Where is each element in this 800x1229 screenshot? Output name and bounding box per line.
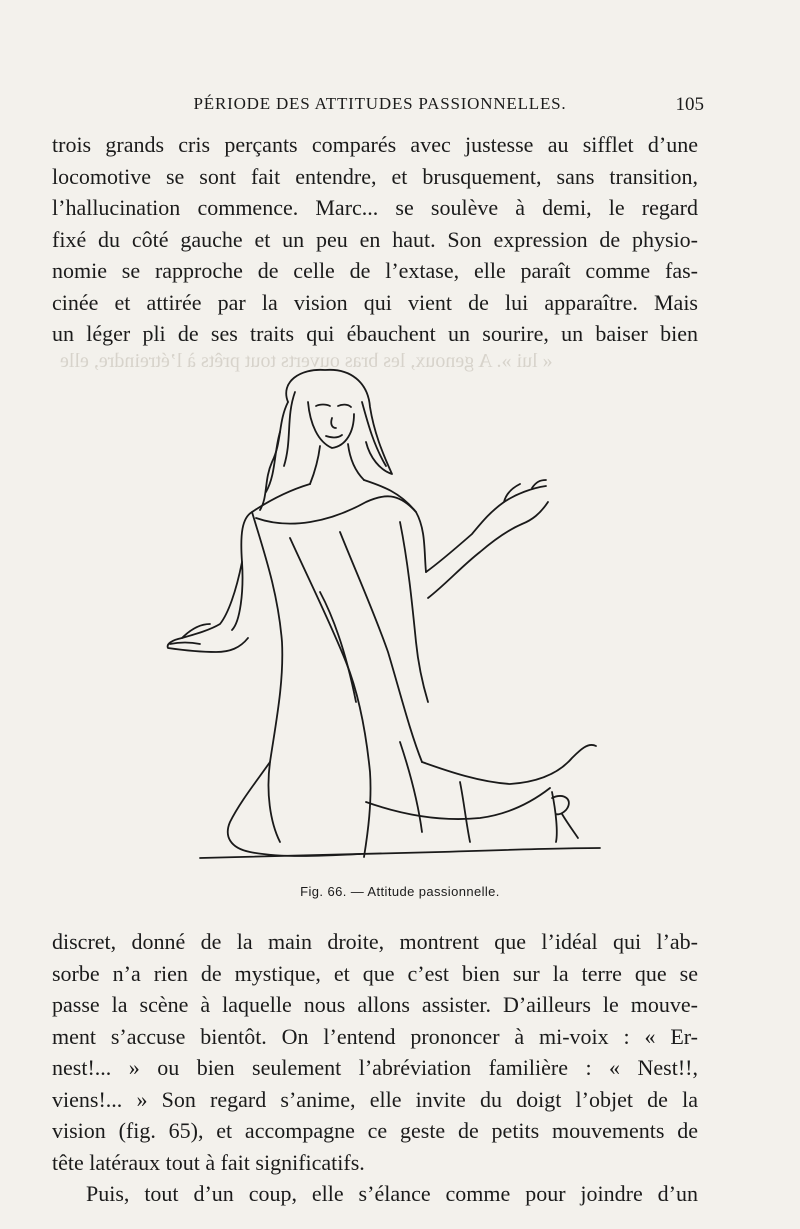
text-line: nest!... » ou bien seulement l’abréviation familière : « Nest!!, bbox=[52, 1055, 698, 1080]
body-text-top bbox=[52, 129, 698, 350]
text-line: sorbe n’a rien de mystique, et que c’est bien sur la terre que se bbox=[52, 960, 698, 986]
text-line: un léger pli de ses traits qui ébauchent un sourire, un baiser bien bbox=[52, 321, 698, 346]
running-head: PÉRIODE DES ATTITUDES PASSIONNELLES. bbox=[193, 94, 567, 113]
text-line: cinée et attirée par la vision qui vient de lui apparaître. Mais bbox=[52, 289, 698, 315]
text-line: passe la scène à laquelle nous allons assister. D’ailleurs le mouve- bbox=[52, 992, 698, 1017]
text-line: discret, donné de la main droite, montrent que l’idéal qui l’ab- bbox=[52, 929, 698, 954]
kneeling-woman-drawing bbox=[160, 362, 620, 874]
figure-illustration bbox=[160, 362, 620, 874]
page-header bbox=[52, 94, 708, 124]
text-line: locomotive se sont fait entendre, et brusquement, sans transition, bbox=[52, 163, 698, 189]
text-line: Puis, tout d’un coup, elle s’élance comme pour joindre d’un bbox=[86, 1181, 698, 1206]
text-line: fixé du côté gauche et un peu en haut. Son expression de physio- bbox=[52, 226, 698, 252]
text-line: ment s’accuse bientôt. On l’entend prononcer à mi-voix : « Er- bbox=[52, 1023, 698, 1049]
text-line: tête latéraux tout à fait significatifs. bbox=[52, 1149, 365, 1175]
text-line: nomie se rapproche de celle de l’extase, elle paraît comme fas- bbox=[52, 258, 698, 283]
page-number: 105 bbox=[675, 94, 704, 115]
text-line: viens!... » Son regard s’anime, elle invite du doigt l’objet de la bbox=[52, 1086, 698, 1112]
body-text-bottom bbox=[52, 926, 698, 1210]
text-line: trois grands cris perçants comparés avec justesse au sifflet d’une bbox=[52, 132, 698, 157]
text-line: l’hallucination commence. Marc... se soulève à demi, le regard bbox=[52, 195, 698, 220]
show-through-text: « lui ». A genoux, les bras ouverts tout prêts à l’étreindre, elle bbox=[60, 350, 553, 372]
text-line: vision (fig. 65), et accompagne ce geste de petits mouvements de bbox=[52, 1118, 698, 1143]
figure-caption: Fig. 66. — Attitude passionnelle. bbox=[300, 884, 500, 899]
